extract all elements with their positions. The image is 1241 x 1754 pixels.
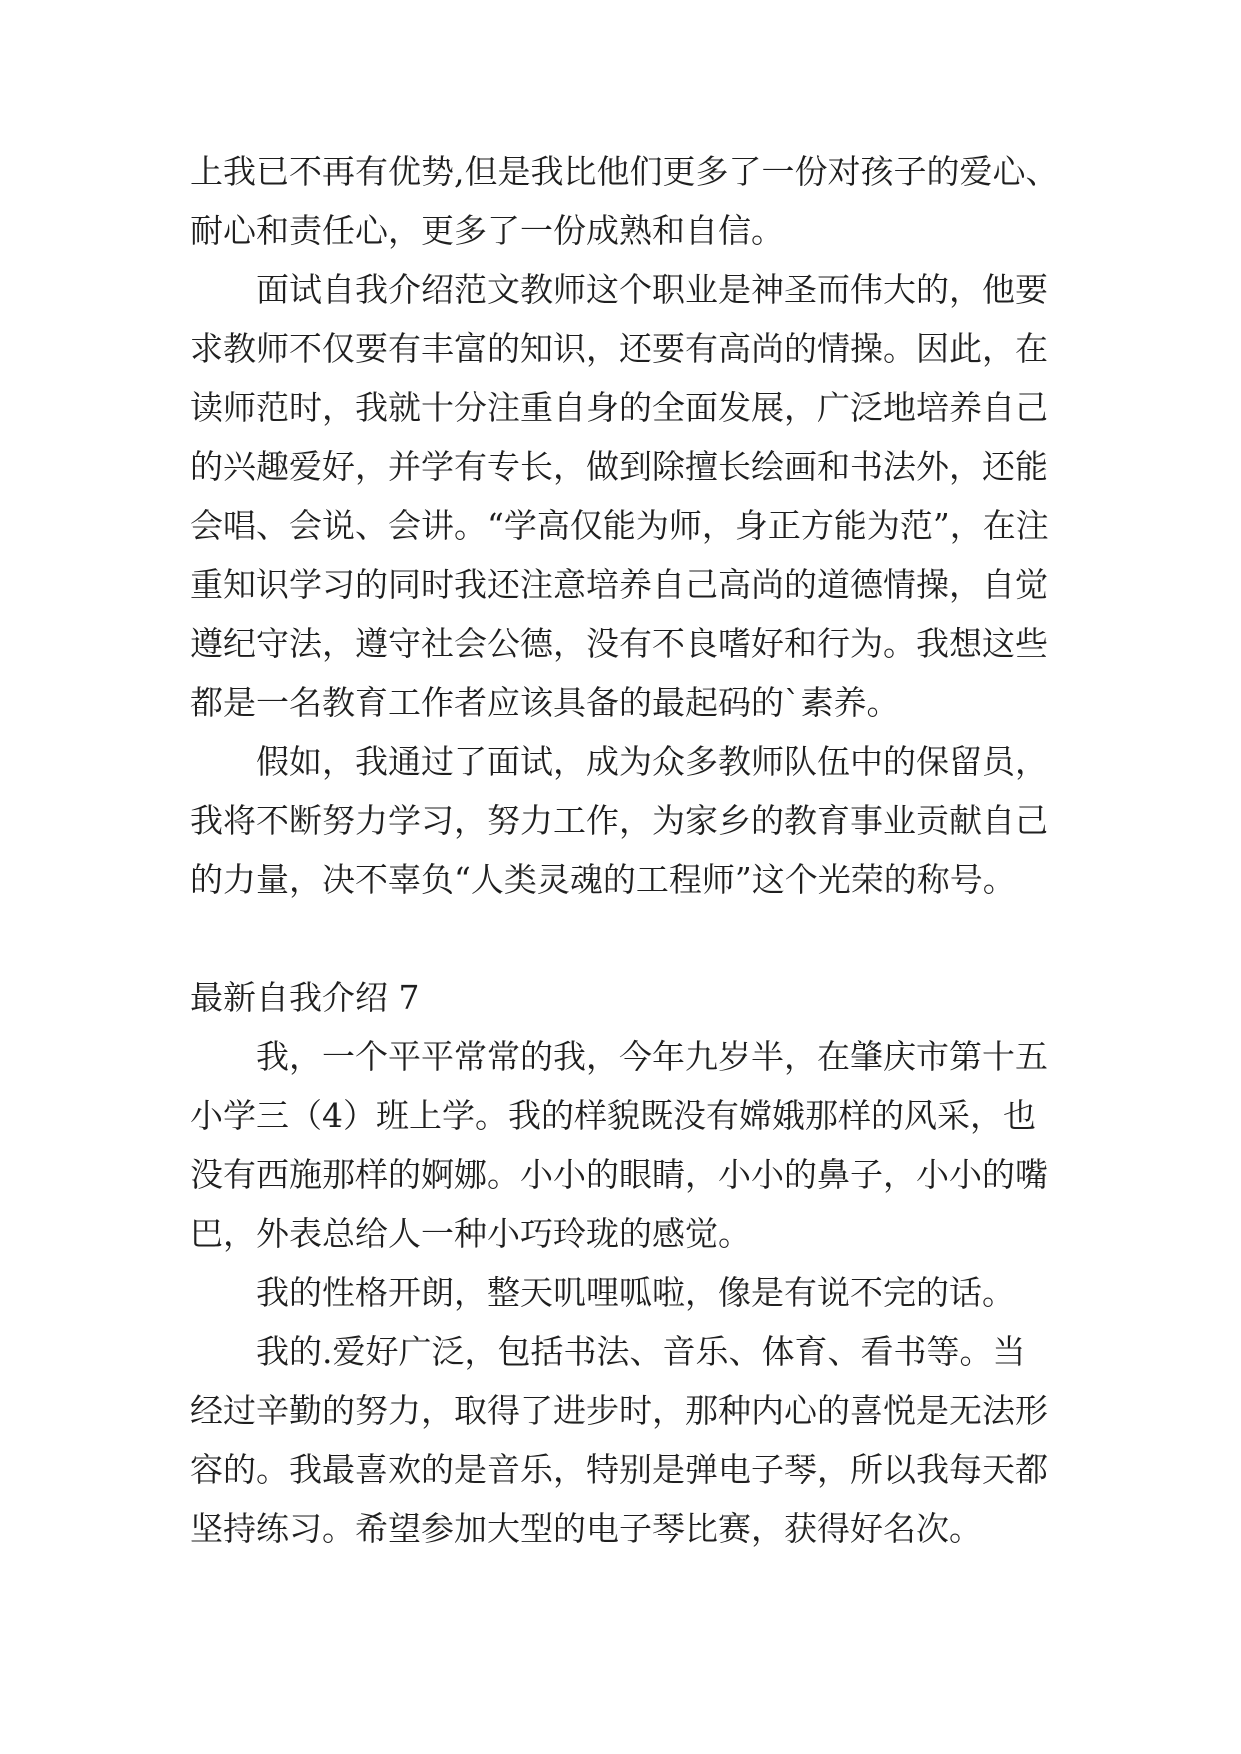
- text-line: 坚持练习。希望参加大型的电子琴比赛，获得好名次。: [190, 1509, 982, 1548]
- text-line: 会唱、会说、会讲。“学高仅能为师，身正方能为范”，在注: [190, 506, 1049, 545]
- text-line: 重知识学习的同时我还注意培养自己高尚的道德情操，自觉: [190, 565, 1048, 604]
- text-line: 读师范时，我就十分注重自身的全面发展，广泛地培养自己: [190, 388, 1048, 427]
- paragraph-start-line: 我的.爱好广泛，包括书法、音乐、体育、看书等。当: [190, 1332, 1026, 1371]
- paragraph-start-line: 假如，我通过了面试，成为众多教师队伍中的保留员，: [190, 742, 1048, 781]
- text-line: 没有西施那样的婀娜。小小的眼睛，小小的鼻子，小小的嘴: [190, 1155, 1048, 1194]
- text-line: 的兴趣爱好，并学有专长，做到除擅长绘画和书法外，还能: [190, 447, 1048, 486]
- paragraph-start-line: 面试自我介绍范文教师这个职业是神圣而伟大的，他要: [190, 270, 1048, 309]
- text-line: 上我已不再有优势,但是我比他们更多了一份对孩子的爱心、: [190, 152, 1059, 191]
- text-line: 求教师不仅要有丰富的知识，还要有高尚的情操。因此，在: [190, 329, 1048, 368]
- text-line: 经过辛勤的努力，取得了进步时，那种内心的喜悦是无法形: [190, 1391, 1048, 1430]
- paragraph-start-line: 我，一个平平常常的我，今年九岁半，在肇庆市第十五: [190, 1037, 1048, 1076]
- paragraph-start-line: 我的性格开朗，整天叽哩呱啦，像是有说不完的话。: [190, 1273, 1015, 1312]
- text-line: 我将不断努力学习，努力工作，为家乡的教育事业贡献自己: [190, 801, 1048, 840]
- text-line: 巴，外表总给人一种小巧玲珑的感觉。: [190, 1214, 751, 1253]
- text-line: 遵纪守法，遵守社会公德，没有不良嗜好和行为。我想这些: [190, 624, 1048, 663]
- text-line: 容的。我最喜欢的是音乐，特别是弹电子琴，所以我每天都: [190, 1450, 1048, 1489]
- text-line: 小学三（4）班上学。我的样貌既没有嫦娥那样的风采，也: [190, 1096, 1036, 1135]
- text-line: 都是一名教育工作者应该具备的最起码的`素养。: [190, 683, 900, 722]
- text-line: 的力量，决不辜负“人类灵魂的工程师”这个光荣的称号。: [190, 860, 1016, 899]
- section-heading: 最新自我介绍 7: [190, 978, 420, 1017]
- text-line: 耐心和责任心，更多了一份成熟和自信。: [190, 211, 784, 250]
